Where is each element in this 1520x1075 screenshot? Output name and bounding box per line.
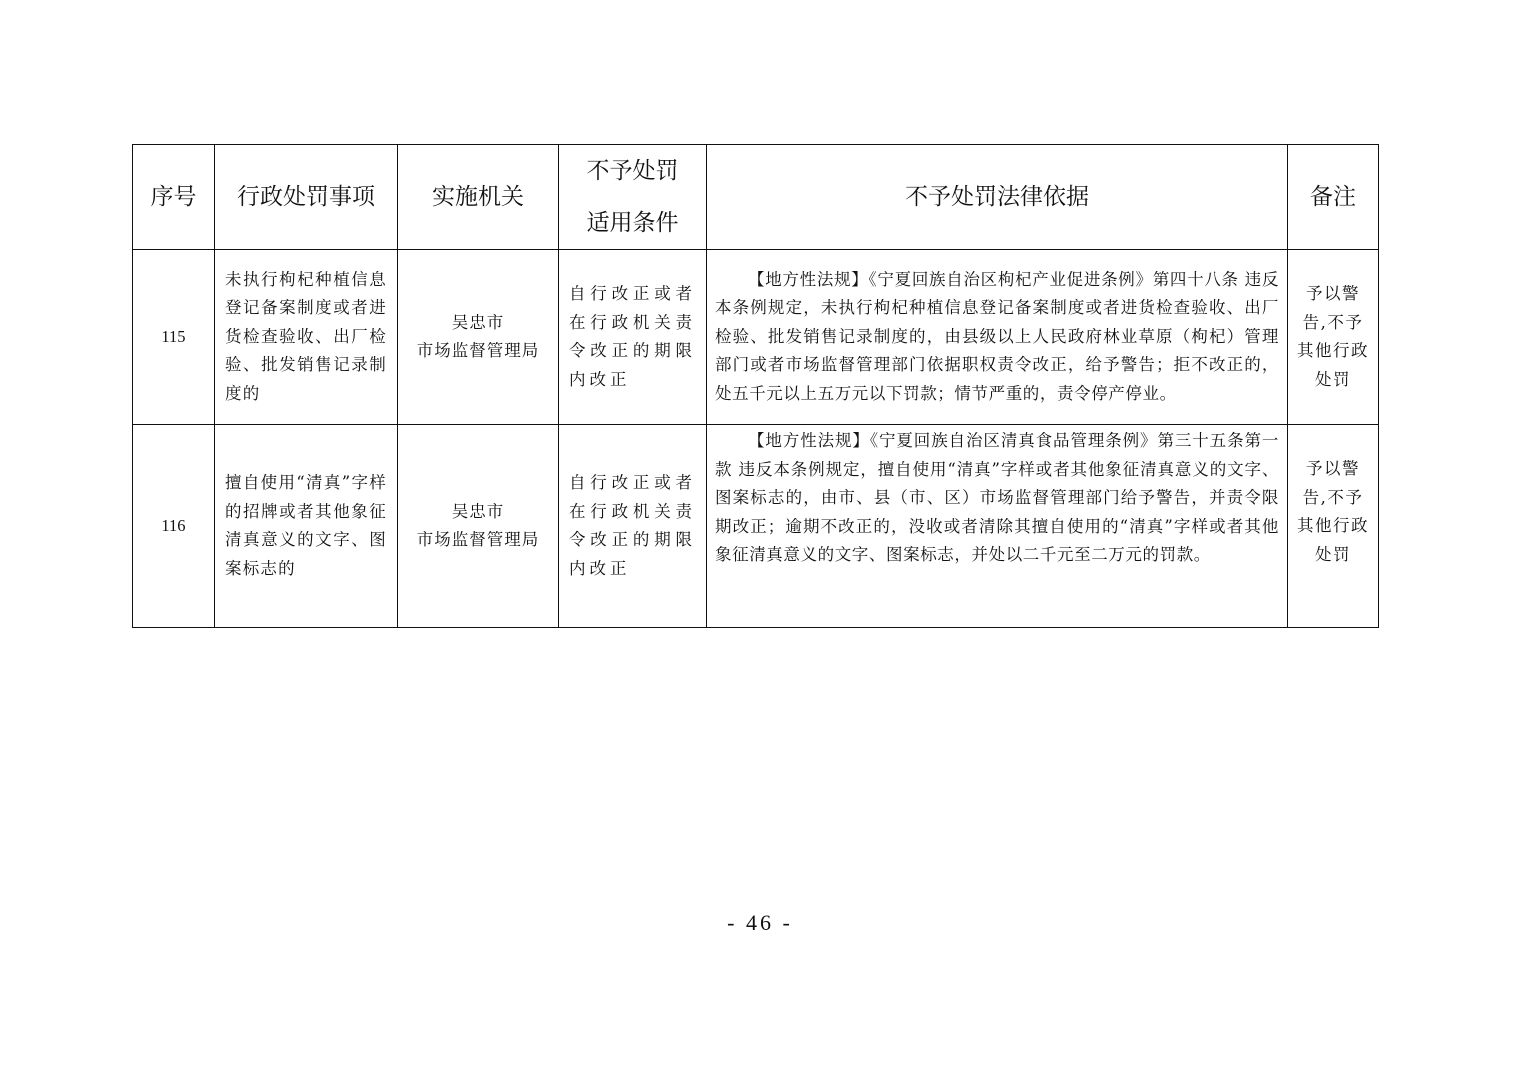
row-law-text: 【地方性法规】《宁夏回族自治区清真食品管理条例》第三十五条第一款 违反本条例规定，擅自使用“清真”字样或者其他象征清真意义的文字、图案标志的，由市、县（市、区）市场监督管理部门给予警告，并责令限期改正；逾期不改正的，没收或者清除其擅自使用的“清真”字样或者其他象征清真意义的文字、图案标志，并处以二千元至二万元的罚款。 bbox=[715, 431, 1279, 564]
row-agency-line2: 市场监督管理局 bbox=[416, 530, 540, 549]
row-agency-line1: 吴忠市 bbox=[451, 312, 505, 332]
row-seq: 115 bbox=[133, 250, 215, 425]
row-condition: 自行改正或者在行政机关责令改正的期限内改正 bbox=[559, 250, 707, 425]
row-agency-line1: 吴忠市 bbox=[451, 501, 505, 521]
row-agency-line2: 市场监督管理局 bbox=[416, 341, 540, 360]
row-item: 未执行枸杞种植信息登记备案制度或者进货检查验收、出厂检验、批发销售记录制度的 bbox=[215, 250, 398, 425]
header-note: 备注 bbox=[1288, 145, 1379, 250]
row-law bbox=[707, 250, 1288, 425]
table-row bbox=[133, 425, 1379, 628]
row-item: 擅自使用“清真”字样的招牌或者其他象征清真意义的文字、图案标志的 bbox=[215, 425, 398, 628]
penalty-table bbox=[132, 144, 1379, 628]
header-condition-line2: 适用条件 bbox=[586, 210, 679, 236]
row-note: 予以警告,不予其他行政处罚 bbox=[1288, 250, 1379, 425]
table-header-row bbox=[133, 145, 1379, 250]
page-number: - 46 - bbox=[727, 910, 793, 935]
row-law bbox=[707, 425, 1288, 628]
table-row bbox=[133, 250, 1379, 425]
header-condition-line1: 不予处罚 bbox=[586, 158, 679, 184]
header-law: 不予处罚法律依据 bbox=[707, 145, 1288, 250]
header-item: 行政处罚事项 bbox=[215, 145, 398, 250]
row-note: 予以警告,不予其他行政处罚 bbox=[1288, 425, 1379, 628]
header-seq: 序号 bbox=[133, 145, 215, 250]
row-seq: 116 bbox=[133, 425, 215, 628]
row-law-text: 【地方性法规】《宁夏回族自治区枸杞产业促进条例》第四十八条 违反本条例规定，未执行枸杞种植信息登记备案制度或者进货检查验收、出厂检验、批发销售记录制度的，由县级以上人民政府林业草原（枸杞）管理部门或者市场监督管理部门依据职权责令改正，给予警告；拒不改正的，处五千元以上五万元以下罚款；情节严重的，责令停产停业。 bbox=[715, 269, 1279, 403]
row-agency bbox=[398, 425, 559, 628]
row-condition: 自行改正或者在行政机关责令改正的期限内改正 bbox=[559, 425, 707, 628]
row-agency bbox=[398, 250, 559, 425]
header-agency: 实施机关 bbox=[398, 145, 559, 250]
header-condition bbox=[559, 145, 707, 250]
